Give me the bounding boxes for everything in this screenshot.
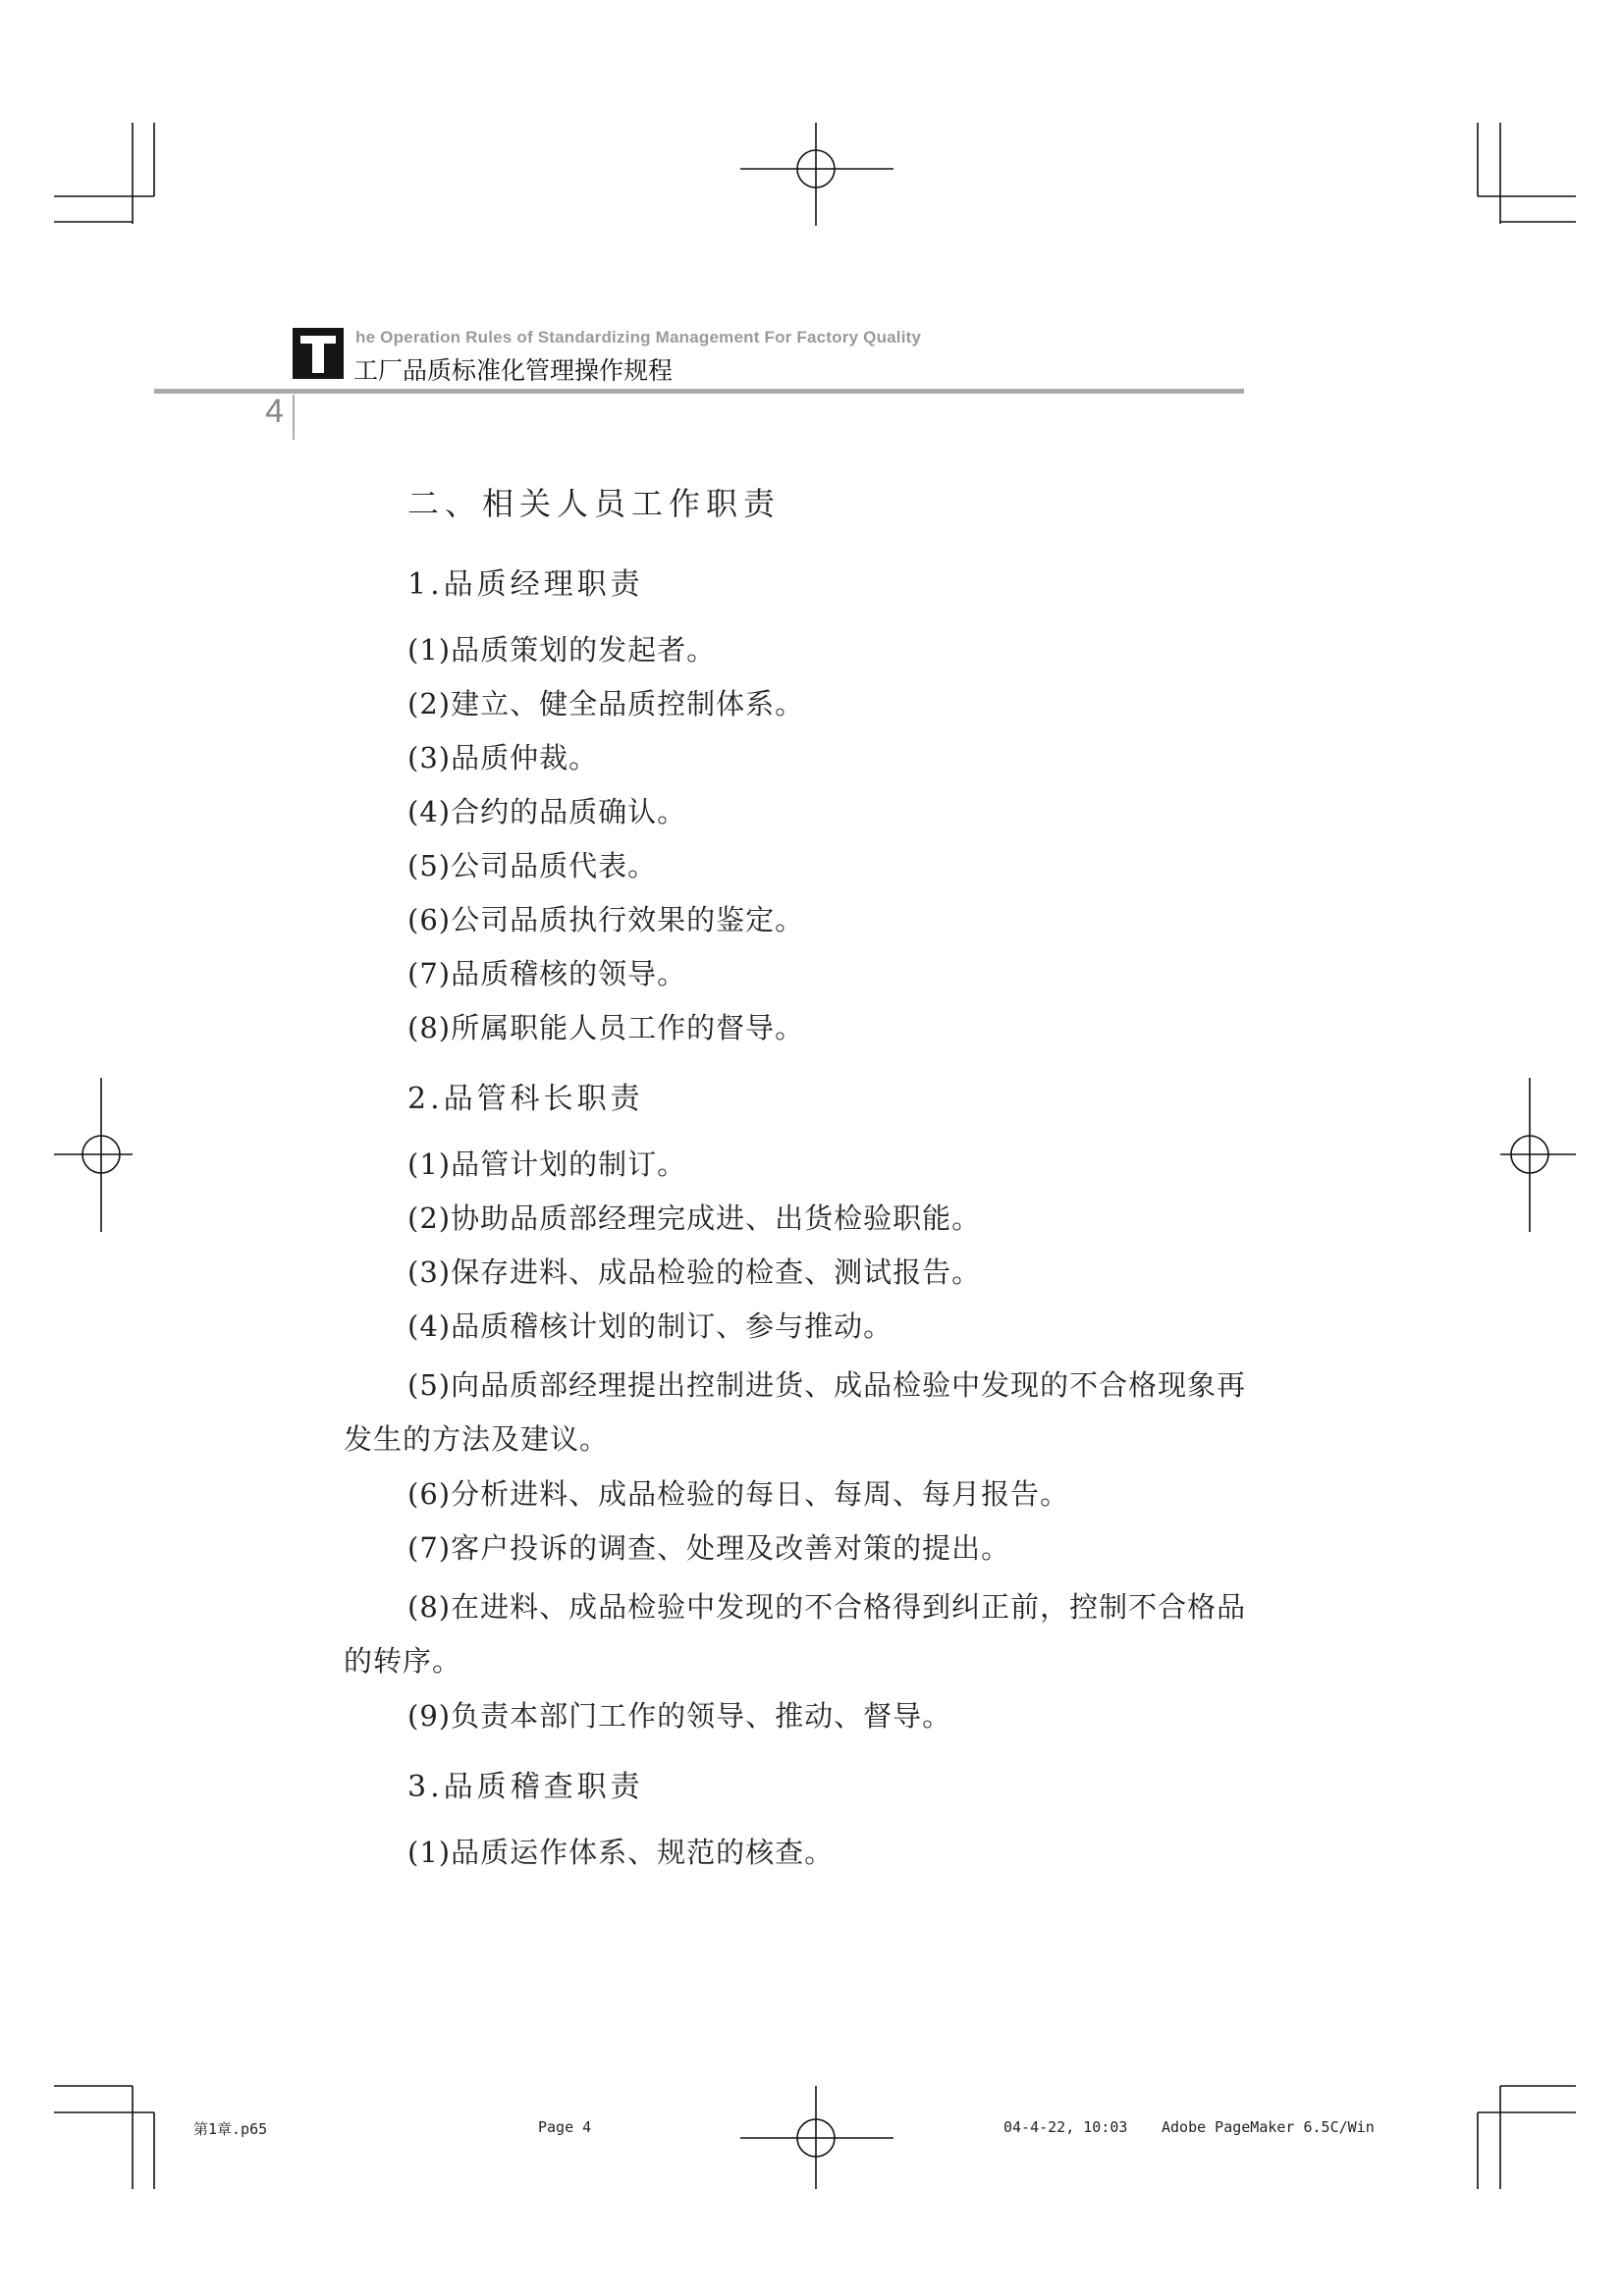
logo-t-stem (312, 344, 324, 373)
list-item: (1)品管计划的制订。 (407, 1148, 687, 1181)
list-item: (8)在进料、成品检验中发现的不合格得到纠正前，控制不合格品的转序。 (344, 1590, 1247, 1678)
list-item: (1)品质策划的发起者。 (407, 633, 717, 667)
list-item: (7)客户投诉的调查、处理及改善对策的提出。 (407, 1531, 1011, 1565)
list-item: (4)品质稽核计划的制订、参与推动。 (407, 1309, 893, 1343)
page-number: 4 (265, 393, 284, 430)
list-item: (5)向品质部经理提出控制进货、成品检验中发现的不合格现象再发生的方法及建议。 (344, 1368, 1247, 1456)
list-item: (2)协助品质部经理完成进、出货检验职能。 (407, 1201, 982, 1235)
list-item: (9)负责本部门工作的领导、推动、督导。 (407, 1699, 952, 1733)
footer-filename: 第1章.p65 (193, 2120, 268, 2138)
list-item: (6)公司品质执行效果的鉴定。 (407, 903, 805, 936)
list-item: (1)品质运作体系、规范的核查。 (407, 1836, 835, 1869)
logo-t-bar (300, 336, 336, 344)
list-item: (4)合约的品质确认。 (407, 795, 687, 828)
subsection-title: 3.品质稽查职责 (407, 1770, 644, 1804)
header-english-title: he Operation Rules of Standardizing Management For Factory Quality (355, 328, 922, 347)
page-body (344, 479, 1247, 1885)
subsection-title: 1.品质经理职责 (407, 567, 644, 602)
list-item: (6)分析进料、成品检验的每日、每周、每月报告。 (407, 1477, 1070, 1511)
header-logo (293, 328, 344, 379)
list-item: (2)建立、健全品质控制体系。 (407, 687, 805, 721)
list-item: (7)品质稽核的领导。 (407, 957, 687, 990)
list-item: (8)所属职能人员工作的督导。 (407, 1011, 805, 1044)
footer-software: Adobe PageMaker 6.5C/Win (1162, 2118, 1375, 2136)
footer-page: Page 4 (538, 2118, 592, 2136)
header-chinese-title: 工厂品质标准化管理操作规程 (353, 356, 674, 385)
header-rule (154, 389, 1244, 394)
list-item: (5)公司品质代表。 (407, 849, 658, 882)
list-item: (3)保存进料、成品检验的检查、测试报告。 (407, 1255, 982, 1289)
section-title: 二、相关人员工作职责 (407, 485, 782, 522)
footer-timestamp: 04-4-22, 10:03 (1003, 2118, 1128, 2136)
list-item: (3)品质仲裁。 (407, 741, 599, 774)
page-number-divider (293, 395, 295, 440)
subsection-title: 2.品管科长职责 (407, 1082, 644, 1116)
